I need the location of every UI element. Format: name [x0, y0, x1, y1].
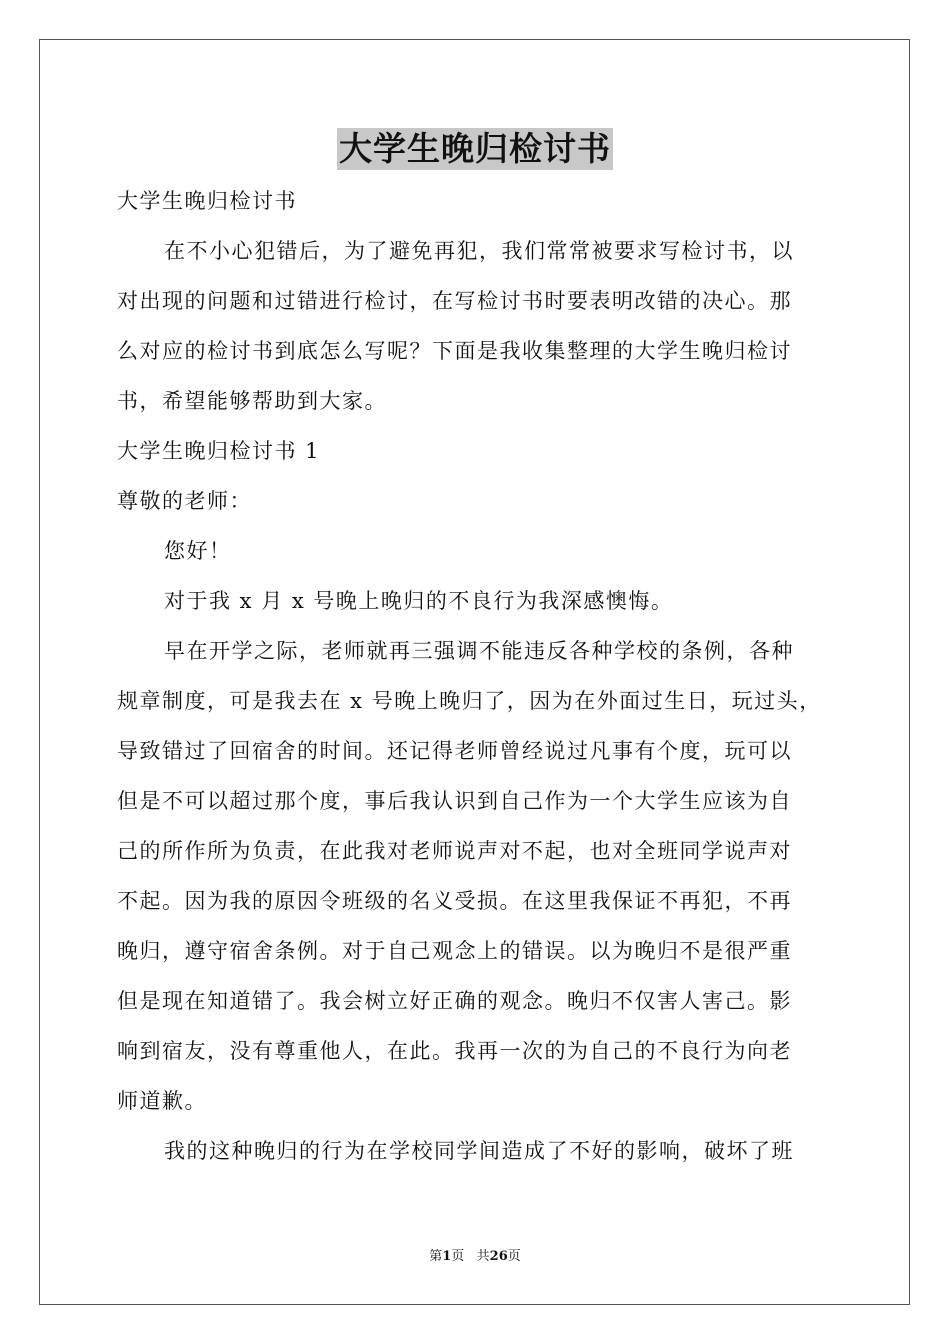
text-line: 对出现的问题和过错进行检讨，在写检讨书时要表明改错的决心。那 — [117, 289, 792, 313]
text-line: 我的这种晚归的行为在学校同学间造成了不好的影响，破坏了班 — [164, 1139, 794, 1163]
footer-total-pages: 26 — [489, 1249, 508, 1264]
footer-suffix: 页 — [507, 1249, 521, 1264]
footer-mid: 页 共 — [451, 1249, 490, 1264]
document-title: 大学生晚归检讨书 — [339, 129, 611, 168]
text-line: 师道歉。 — [117, 1089, 207, 1113]
text-line: 晚归，遵守宿舍条例。对于自己观念上的错误。以为晚归不是很严重 — [117, 939, 792, 963]
text-line: 么对应的检讨书到底怎么写呢？下面是我收集整理的大学生晚归检讨 — [117, 339, 792, 363]
text-line: 尊敬的老师： — [117, 489, 252, 513]
text-line: 书，希望能够帮助到大家。 — [117, 389, 387, 413]
footer-page-number: 1 — [442, 1249, 452, 1264]
text-line: 己的所作所为负责，在此我对老师说声对不起，也对全班同学说声对 — [117, 839, 792, 863]
text-line: 大学生晚归检讨书 — [117, 189, 297, 213]
page-footer — [0, 1248, 950, 1266]
text-line: 对于我 x 月 x 号晚上晚归的不良行为我深感懊悔。 — [164, 589, 674, 613]
text-line: 不起。因为我的原因令班级的名义受损。在这里我保证不再犯，不再 — [117, 889, 792, 913]
text-line: 但是现在知道错了。我会树立好正确的观念。晚归不仅害人害己。影 — [117, 989, 792, 1013]
text-line: 您好！ — [164, 539, 232, 563]
text-line: 早在开学之际，老师就再三强调不能违反各种学校的条例，各种 — [164, 639, 794, 663]
text-line: 响到宿友，没有尊重他人，在此。我再一次的为自己的不良行为向老 — [117, 1039, 792, 1063]
text-line: 但是不可以超过那个度，事后我认识到自己作为一个大学生应该为自 — [117, 789, 792, 813]
text-line: 在不小心犯错后，为了避免再犯，我们常常被要求写检讨书，以 — [164, 239, 794, 263]
text-line: 规章制度，可是我去在 x 号晚上晚归了，因为在外面过生日，玩过头， — [117, 689, 822, 713]
text-line: 导致错过了回宿舍的时间。还记得老师曾经说过凡事有个度，玩可以 — [117, 739, 792, 763]
text-line: 大学生晚归检讨书 1 — [117, 439, 321, 463]
title-container — [0, 128, 950, 170]
footer-prefix: 第 — [429, 1249, 443, 1264]
document-body — [117, 176, 837, 1176]
